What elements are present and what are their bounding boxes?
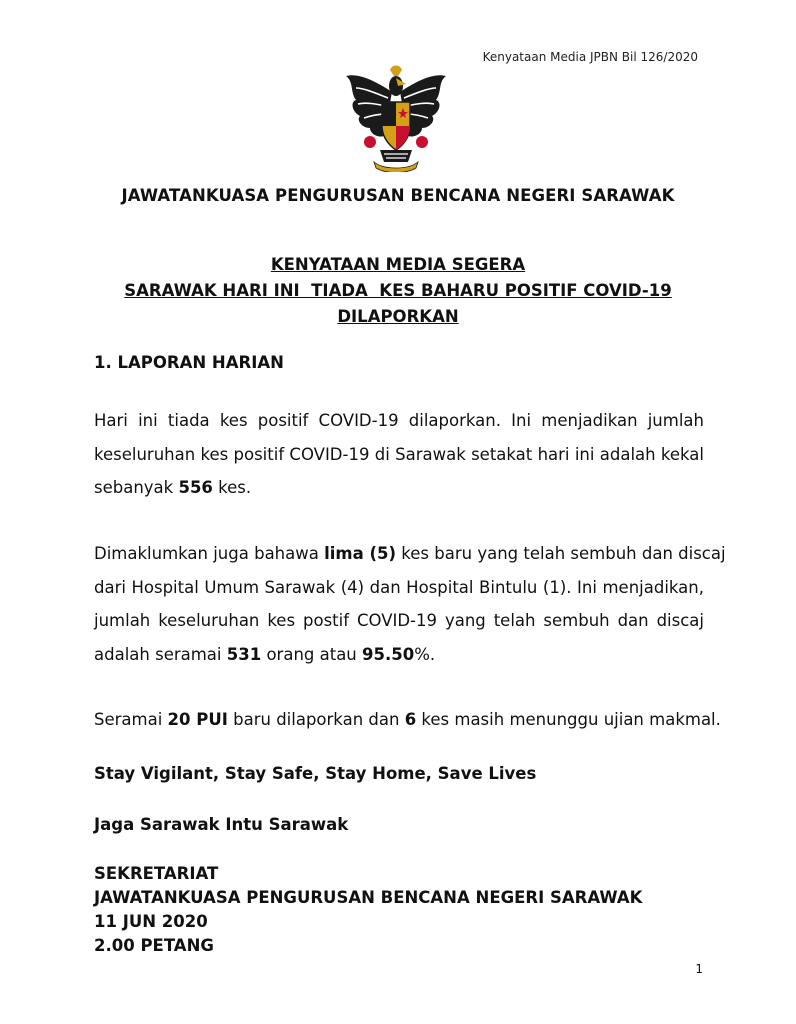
- total-recovered-value: 531: [226, 644, 262, 664]
- paragraph-line: keseluruhan kes positif COVID-19 di Sarawak setakat hari ini adalah kekal: [94, 444, 704, 464]
- pui-value: 20 PUI: [167, 710, 228, 729]
- paragraph-line: jumlah keseluruhan kes postif COVID-19 yang telah sembuh dan discaj: [94, 611, 704, 630]
- text-fragment: sebanyak: [94, 478, 179, 497]
- paragraph-line: dari Hospital Umum Sarawak (4) dan Hospital Bintulu (1). Ini menjadikan,: [94, 577, 704, 597]
- text-fragment: kes.: [212, 478, 252, 497]
- recovery-percent-value: 95.50: [362, 644, 415, 664]
- page-number: 1: [695, 962, 703, 976]
- text-fragment: kes masih menunggu ujian makmal.: [416, 710, 721, 729]
- organization-title: JAWATANKUASA PENGURUSAN BENCANA NEGERI SARAWAK: [121, 186, 675, 205]
- sarawak-coat-of-arms-icon: [340, 62, 452, 172]
- text-fragment: baru dilaporkan dan: [227, 710, 405, 729]
- signoff-date: 11 JUN 2020: [94, 912, 208, 931]
- paragraph-line: [94, 471, 704, 505]
- headline: [0, 252, 796, 330]
- text-fragment: Seramai: [94, 710, 168, 729]
- headline-line-1: KENYATAAN MEDIA SEGERA: [270, 255, 526, 274]
- text-fragment: kes baru yang telah sembuh dan discaj: [396, 544, 726, 563]
- text-fragment: Dimaklumkan juga bahawa: [94, 544, 325, 563]
- text-fragment: %.: [414, 644, 436, 664]
- headline-line-3: DILAPORKAN: [337, 307, 459, 326]
- signoff-block: [94, 862, 642, 958]
- document-reference: Kenyataan Media JPBN Bil 126/2020: [482, 50, 698, 64]
- paragraph-line: [94, 537, 726, 571]
- text-fragment: adalah seramai: [94, 644, 227, 664]
- slogan-jaga-sarawak: Jaga Sarawak Intu Sarawak: [94, 815, 349, 834]
- signoff-organization: JAWATANKUASA PENGURUSAN BENCANA NEGERI SARAWAK: [94, 888, 643, 907]
- total-cases-value: 556: [178, 478, 213, 497]
- signoff-secretariat: SEKRETARIAT: [94, 864, 219, 883]
- paragraph-daily-cases: [94, 404, 704, 505]
- new-recoveries-value: lima (5): [324, 544, 397, 563]
- paragraph-pui: [94, 703, 721, 737]
- paragraph-line: [94, 638, 704, 672]
- section-heading: 1. LAPORAN HARIAN: [94, 353, 284, 372]
- slogan-stay-vigilant: Stay Vigilant, Stay Safe, Stay Home, Save Lives: [94, 764, 537, 783]
- signoff-time: 2.00 PETANG: [94, 936, 214, 955]
- paragraph-line: Hari ini tiada kes positif COVID-19 dilaporkan. Ini menjadikan jumlah: [94, 411, 704, 430]
- paragraph-line: [94, 703, 721, 737]
- paragraph-recoveries: [94, 537, 726, 671]
- text-fragment: orang atau: [261, 644, 363, 664]
- headline-line-2: SARAWAK HARI INI TIADA KES BAHARU POSITIF COVID-19: [124, 281, 672, 300]
- pending-tests-value: 6: [404, 710, 417, 729]
